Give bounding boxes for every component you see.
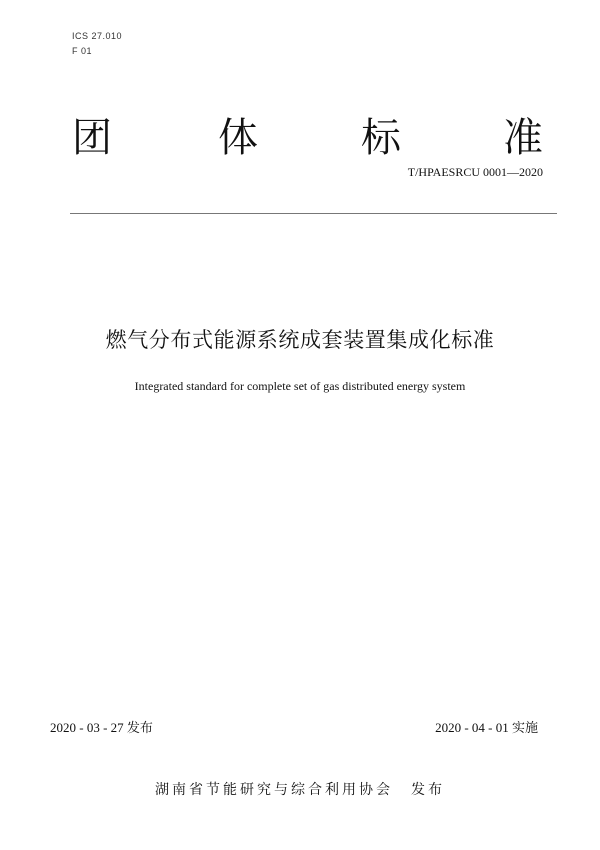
category-char-1: 团 xyxy=(72,115,112,161)
implement-date: 2020 - 04 - 01 实施 xyxy=(435,720,538,735)
category-char-4: 准 xyxy=(503,115,543,161)
publisher-line xyxy=(0,779,600,799)
category-char-3: 标 xyxy=(361,115,401,161)
category-char-2: 体 xyxy=(218,115,258,161)
publish-date: 2020 - 03 - 27 发布 xyxy=(50,720,153,735)
title-chinese: 燃气分布式能源系统成套装置集成化标准 xyxy=(105,328,495,352)
standard-number: T/HPAESRCU 0001—2020 xyxy=(407,165,543,179)
title-english: Integrated standard for complete set of gas distributed energy system xyxy=(134,379,466,393)
publisher-verb: 发布 xyxy=(411,782,445,798)
publisher-name: 湖南省节能研究与综合利用协会 xyxy=(155,782,393,798)
ics-code: ICS 27.010 xyxy=(72,31,123,41)
divider-line xyxy=(70,213,557,214)
ccs-code: F 01 xyxy=(72,46,93,56)
